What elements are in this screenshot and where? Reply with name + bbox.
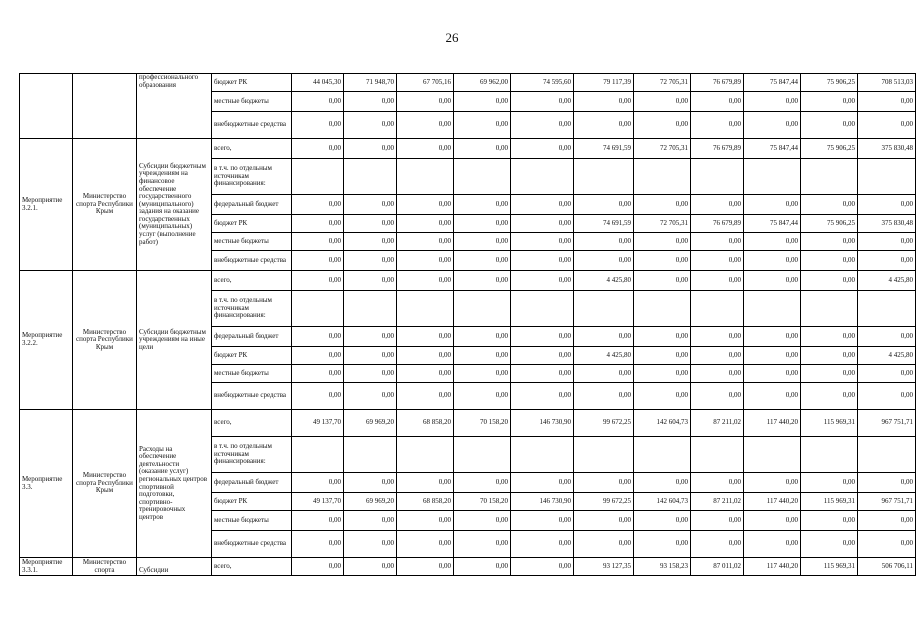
- value-cell: 0,00: [292, 473, 344, 493]
- value-cell: 75 847,44: [744, 139, 801, 159]
- source-cell: всего,: [212, 558, 292, 576]
- value-cell: 72 705,31: [634, 74, 691, 92]
- value-cell: 0,00: [344, 347, 397, 365]
- value-cell: 0,00: [292, 139, 344, 159]
- value-cell: 0,00: [397, 511, 454, 531]
- value-cell: 0,00: [691, 112, 744, 139]
- source-cell: внебюджетные средства: [212, 531, 292, 558]
- value-cell: 0,00: [858, 473, 916, 493]
- value-cell: 0,00: [744, 531, 801, 558]
- value-cell: 79 117,39: [574, 74, 634, 92]
- value-cell: 115 969,31: [801, 558, 858, 576]
- value-cell: 75 906,25: [801, 139, 858, 159]
- source-cell: местные бюджеты: [212, 365, 292, 383]
- value-cell: 0,00: [454, 271, 511, 291]
- value-cell: 0,00: [634, 233, 691, 251]
- value-cell: 0,00: [691, 511, 744, 531]
- value-cell: 0,00: [574, 327, 634, 347]
- value-cell: 0,00: [511, 112, 574, 139]
- table-row: [20, 558, 916, 576]
- value-cell: 0,00: [454, 251, 511, 271]
- value-cell: 0,00: [801, 112, 858, 139]
- value-cell: 0,00: [454, 139, 511, 159]
- value-cell: 0,00: [292, 365, 344, 383]
- measure-id-cell: Мероприятие 3.3.: [20, 410, 73, 558]
- value-cell: 142 604,73: [634, 493, 691, 511]
- executor-cell: [73, 74, 137, 139]
- value-cell: 0,00: [292, 558, 344, 576]
- value-cell: 0,00: [744, 473, 801, 493]
- value-cell: [574, 291, 634, 327]
- value-cell: 0,00: [858, 365, 916, 383]
- executor-cell: Министерство спорта Республики Крым: [73, 410, 137, 558]
- value-cell: 0,00: [454, 511, 511, 531]
- value-cell: 0,00: [344, 327, 397, 347]
- value-cell: 0,00: [691, 251, 744, 271]
- value-cell: 0,00: [511, 271, 574, 291]
- value-cell: 0,00: [691, 327, 744, 347]
- value-cell: 0,00: [691, 92, 744, 112]
- value-cell: 75 906,25: [801, 215, 858, 233]
- value-cell: 0,00: [344, 233, 397, 251]
- value-cell: 0,00: [454, 383, 511, 410]
- page-number: 26: [445, 30, 459, 45]
- value-cell: 0,00: [574, 383, 634, 410]
- value-cell: 0,00: [801, 473, 858, 493]
- value-cell: 87 211,02: [691, 410, 744, 437]
- value-cell: 67 705,16: [397, 74, 454, 92]
- value-cell: 75 847,44: [744, 74, 801, 92]
- value-cell: 708 513,03: [858, 74, 916, 92]
- value-cell: 0,00: [454, 327, 511, 347]
- value-cell: 0,00: [744, 347, 801, 365]
- value-cell: 117 440,20: [744, 558, 801, 576]
- source-cell: внебюджетные средства: [212, 251, 292, 271]
- value-cell: 0,00: [344, 112, 397, 139]
- value-cell: 0,00: [744, 271, 801, 291]
- value-cell: 0,00: [574, 112, 634, 139]
- value-cell: 0,00: [344, 383, 397, 410]
- value-cell: 0,00: [801, 531, 858, 558]
- value-cell: 75 906,25: [801, 74, 858, 92]
- value-cell: 0,00: [511, 511, 574, 531]
- value-cell: 117 440,20: [744, 410, 801, 437]
- value-cell: 72 705,31: [634, 139, 691, 159]
- value-cell: 0,00: [634, 383, 691, 410]
- value-cell: 0,00: [454, 473, 511, 493]
- value-cell: 76 679,89: [691, 74, 744, 92]
- executor-cell: Министерство спорта Республики Крым: [73, 139, 137, 271]
- value-cell: 0,00: [292, 92, 344, 112]
- value-cell: 0,00: [344, 531, 397, 558]
- value-cell: [744, 437, 801, 473]
- value-cell: 0,00: [292, 112, 344, 139]
- value-cell: 0,00: [292, 347, 344, 365]
- value-cell: 76 679,89: [691, 139, 744, 159]
- value-cell: 0,00: [397, 531, 454, 558]
- executor-cell: Министерство спорта: [73, 558, 137, 576]
- value-cell: [634, 291, 691, 327]
- measure-name-cell: Субсидии: [137, 558, 212, 576]
- value-cell: 74 691,59: [574, 215, 634, 233]
- value-cell: 0,00: [292, 271, 344, 291]
- source-cell: федеральный бюджет: [212, 195, 292, 215]
- value-cell: 0,00: [691, 473, 744, 493]
- table-row: [20, 410, 916, 437]
- value-cell: [454, 159, 511, 195]
- value-cell: 0,00: [397, 233, 454, 251]
- value-cell: 0,00: [634, 531, 691, 558]
- value-cell: [511, 437, 574, 473]
- value-cell: 0,00: [574, 92, 634, 112]
- value-cell: 0,00: [634, 195, 691, 215]
- value-cell: 0,00: [744, 112, 801, 139]
- source-cell: в т.ч. по отдельным источникам финансирования:: [212, 437, 292, 473]
- source-cell: внебюджетные средства: [212, 112, 292, 139]
- value-cell: 76 679,89: [691, 215, 744, 233]
- value-cell: 0,00: [744, 327, 801, 347]
- value-cell: 0,00: [634, 365, 691, 383]
- value-cell: [744, 159, 801, 195]
- source-cell: всего,: [212, 410, 292, 437]
- value-cell: 0,00: [691, 233, 744, 251]
- value-cell: 115 969,31: [801, 493, 858, 511]
- value-cell: 0,00: [397, 365, 454, 383]
- value-cell: 0,00: [454, 215, 511, 233]
- value-cell: 0,00: [801, 271, 858, 291]
- value-cell: [634, 437, 691, 473]
- value-cell: 0,00: [344, 511, 397, 531]
- value-cell: 0,00: [744, 251, 801, 271]
- value-cell: [858, 437, 916, 473]
- measure-id-cell: Мероприятие 3.3.1.: [20, 558, 73, 576]
- value-cell: [454, 437, 511, 473]
- value-cell: 0,00: [574, 365, 634, 383]
- value-cell: 99 672,25: [574, 410, 634, 437]
- value-cell: 0,00: [691, 531, 744, 558]
- source-cell: всего,: [212, 139, 292, 159]
- value-cell: 93 127,35: [574, 558, 634, 576]
- value-cell: 0,00: [397, 558, 454, 576]
- measure-name-cell: профессионального образования: [137, 74, 212, 139]
- source-cell: бюджет РК: [212, 347, 292, 365]
- value-cell: 0,00: [858, 112, 916, 139]
- value-cell: 0,00: [858, 233, 916, 251]
- source-cell: местные бюджеты: [212, 511, 292, 531]
- value-cell: 0,00: [634, 251, 691, 271]
- value-cell: 0,00: [691, 365, 744, 383]
- source-cell: в т.ч. по отдельным источникам финансирования:: [212, 291, 292, 327]
- value-cell: [292, 291, 344, 327]
- value-cell: 69 962,00: [454, 74, 511, 92]
- budget-table: [19, 73, 916, 576]
- value-cell: [691, 437, 744, 473]
- value-cell: 146 730,90: [511, 493, 574, 511]
- value-cell: [801, 159, 858, 195]
- value-cell: 0,00: [344, 139, 397, 159]
- value-cell: 0,00: [454, 195, 511, 215]
- value-cell: 0,00: [691, 347, 744, 365]
- value-cell: 49 137,70: [292, 493, 344, 511]
- value-cell: 115 969,31: [801, 410, 858, 437]
- value-cell: 0,00: [634, 347, 691, 365]
- source-cell: федеральный бюджет: [212, 327, 292, 347]
- value-cell: 0,00: [574, 195, 634, 215]
- measure-name-cell: Расходы на обеспечение деятельности (оказание услуг) региональных центров спортивной подготовки, спортивно-тренировочных центров: [137, 410, 212, 558]
- value-cell: 0,00: [858, 383, 916, 410]
- value-cell: [858, 159, 916, 195]
- value-cell: 0,00: [691, 195, 744, 215]
- value-cell: 0,00: [292, 195, 344, 215]
- value-cell: 0,00: [397, 139, 454, 159]
- value-cell: 0,00: [858, 327, 916, 347]
- value-cell: 0,00: [634, 271, 691, 291]
- value-cell: [344, 437, 397, 473]
- value-cell: 0,00: [801, 233, 858, 251]
- value-cell: [397, 437, 454, 473]
- value-cell: 0,00: [454, 558, 511, 576]
- value-cell: 117 440,20: [744, 493, 801, 511]
- value-cell: [801, 291, 858, 327]
- value-cell: 69 969,20: [344, 493, 397, 511]
- value-cell: 375 830,48: [858, 215, 916, 233]
- value-cell: 87 011,02: [691, 558, 744, 576]
- value-cell: [691, 291, 744, 327]
- value-cell: 0,00: [744, 383, 801, 410]
- budget-table-body: [20, 74, 916, 576]
- value-cell: 0,00: [397, 215, 454, 233]
- value-cell: 0,00: [397, 327, 454, 347]
- value-cell: 0,00: [454, 365, 511, 383]
- value-cell: 0,00: [454, 347, 511, 365]
- value-cell: 0,00: [344, 365, 397, 383]
- value-cell: 0,00: [634, 511, 691, 531]
- measure-id-cell: Мероприятие 3.2.1.: [20, 139, 73, 271]
- value-cell: 0,00: [292, 251, 344, 271]
- source-cell: бюджет РК: [212, 493, 292, 511]
- value-cell: 0,00: [858, 511, 916, 531]
- value-cell: 0,00: [397, 473, 454, 493]
- source-cell: местные бюджеты: [212, 92, 292, 112]
- value-cell: 0,00: [454, 233, 511, 251]
- value-cell: 0,00: [292, 383, 344, 410]
- value-cell: 0,00: [344, 558, 397, 576]
- value-cell: [858, 291, 916, 327]
- value-cell: [397, 291, 454, 327]
- value-cell: 0,00: [292, 215, 344, 233]
- value-cell: 0,00: [511, 195, 574, 215]
- value-cell: 0,00: [858, 251, 916, 271]
- value-cell: 0,00: [397, 383, 454, 410]
- value-cell: 49 137,70: [292, 410, 344, 437]
- value-cell: [292, 159, 344, 195]
- table-row: [20, 271, 916, 291]
- value-cell: 0,00: [511, 215, 574, 233]
- source-cell: внебюджетные средства: [212, 383, 292, 410]
- value-cell: [574, 159, 634, 195]
- value-cell: 0,00: [511, 233, 574, 251]
- executor-cell: Министерство спорта Республики Крым: [73, 271, 137, 410]
- value-cell: 0,00: [744, 195, 801, 215]
- value-cell: 0,00: [801, 251, 858, 271]
- source-cell: всего,: [212, 271, 292, 291]
- value-cell: 0,00: [511, 327, 574, 347]
- value-cell: 72 705,31: [634, 215, 691, 233]
- value-cell: 0,00: [744, 511, 801, 531]
- value-cell: 0,00: [858, 92, 916, 112]
- value-cell: [511, 291, 574, 327]
- measure-id-cell: [20, 74, 73, 139]
- value-cell: 0,00: [574, 511, 634, 531]
- value-cell: [454, 291, 511, 327]
- value-cell: 0,00: [691, 383, 744, 410]
- value-cell: [634, 159, 691, 195]
- value-cell: 0,00: [454, 531, 511, 558]
- value-cell: 0,00: [344, 215, 397, 233]
- value-cell: 99 672,25: [574, 493, 634, 511]
- value-cell: [397, 159, 454, 195]
- value-cell: 0,00: [801, 383, 858, 410]
- source-cell: бюджет РК: [212, 74, 292, 92]
- value-cell: 0,00: [511, 383, 574, 410]
- value-cell: 0,00: [858, 531, 916, 558]
- value-cell: 68 858,20: [397, 410, 454, 437]
- value-cell: 146 730,90: [511, 410, 574, 437]
- value-cell: 967 751,71: [858, 410, 916, 437]
- value-cell: 0,00: [397, 251, 454, 271]
- value-cell: 87 211,02: [691, 493, 744, 511]
- table-row: [20, 74, 916, 92]
- value-cell: 0,00: [397, 271, 454, 291]
- value-cell: 0,00: [454, 92, 511, 112]
- value-cell: 0,00: [634, 92, 691, 112]
- value-cell: 74 691,59: [574, 139, 634, 159]
- value-cell: 0,00: [691, 271, 744, 291]
- value-cell: 4 425,80: [574, 347, 634, 365]
- value-cell: 4 425,80: [574, 271, 634, 291]
- value-cell: 0,00: [801, 347, 858, 365]
- value-cell: 0,00: [634, 327, 691, 347]
- value-cell: 0,00: [801, 327, 858, 347]
- value-cell: 0,00: [574, 251, 634, 271]
- value-cell: 0,00: [511, 139, 574, 159]
- value-cell: 0,00: [344, 195, 397, 215]
- value-cell: 0,00: [511, 531, 574, 558]
- value-cell: 0,00: [801, 365, 858, 383]
- measure-id-cell: Мероприятие 3.2.2.: [20, 271, 73, 410]
- value-cell: 0,00: [801, 92, 858, 112]
- value-cell: 0,00: [511, 365, 574, 383]
- source-cell: местные бюджеты: [212, 233, 292, 251]
- value-cell: 0,00: [397, 195, 454, 215]
- value-cell: 0,00: [344, 271, 397, 291]
- source-cell: в т.ч. по отдельным источникам финансирования:: [212, 159, 292, 195]
- value-cell: 44 045,30: [292, 74, 344, 92]
- value-cell: [801, 437, 858, 473]
- value-cell: 0,00: [574, 473, 634, 493]
- value-cell: 0,00: [397, 112, 454, 139]
- value-cell: 0,00: [292, 327, 344, 347]
- value-cell: 0,00: [858, 195, 916, 215]
- value-cell: 70 158,20: [454, 493, 511, 511]
- value-cell: [292, 437, 344, 473]
- table-row: [20, 139, 916, 159]
- value-cell: 0,00: [344, 473, 397, 493]
- value-cell: 0,00: [397, 347, 454, 365]
- value-cell: [691, 159, 744, 195]
- value-cell: 70 158,20: [454, 410, 511, 437]
- value-cell: 0,00: [292, 233, 344, 251]
- value-cell: [344, 159, 397, 195]
- value-cell: 4 425,80: [858, 271, 916, 291]
- value-cell: 0,00: [634, 112, 691, 139]
- value-cell: 68 858,20: [397, 493, 454, 511]
- value-cell: 93 158,23: [634, 558, 691, 576]
- measure-name-cell: Субсидии бюджетным учреждениям на иные цели: [137, 271, 212, 410]
- value-cell: [511, 159, 574, 195]
- value-cell: [744, 291, 801, 327]
- value-cell: 75 847,44: [744, 215, 801, 233]
- value-cell: 0,00: [574, 233, 634, 251]
- value-cell: 0,00: [801, 195, 858, 215]
- value-cell: 0,00: [634, 473, 691, 493]
- value-cell: 0,00: [574, 531, 634, 558]
- value-cell: 142 604,73: [634, 410, 691, 437]
- value-cell: 0,00: [292, 511, 344, 531]
- value-cell: 0,00: [744, 365, 801, 383]
- value-cell: 0,00: [344, 251, 397, 271]
- value-cell: 71 948,70: [344, 74, 397, 92]
- source-cell: бюджет РК: [212, 215, 292, 233]
- value-cell: 0,00: [511, 473, 574, 493]
- value-cell: 0,00: [511, 92, 574, 112]
- value-cell: 69 969,20: [344, 410, 397, 437]
- measure-name-cell: Субсидии бюджетным учреждениям на финансовое обеспечение государственного (муниципального) задания на оказание государственных (муниципальных) услуг (выполнение работ): [137, 139, 212, 271]
- value-cell: 0,00: [511, 347, 574, 365]
- value-cell: 74 595,60: [511, 74, 574, 92]
- value-cell: 4 425,80: [858, 347, 916, 365]
- source-cell: федеральный бюджет: [212, 473, 292, 493]
- value-cell: 0,00: [292, 531, 344, 558]
- value-cell: 0,00: [744, 233, 801, 251]
- value-cell: 0,00: [801, 511, 858, 531]
- value-cell: [344, 291, 397, 327]
- value-cell: 375 830,48: [858, 139, 916, 159]
- value-cell: 0,00: [454, 112, 511, 139]
- value-cell: 0,00: [397, 92, 454, 112]
- value-cell: 0,00: [344, 92, 397, 112]
- value-cell: 0,00: [744, 92, 801, 112]
- value-cell: 506 706,11: [858, 558, 916, 576]
- value-cell: 0,00: [511, 558, 574, 576]
- value-cell: 0,00: [511, 251, 574, 271]
- value-cell: 967 751,71: [858, 493, 916, 511]
- value-cell: [574, 437, 634, 473]
